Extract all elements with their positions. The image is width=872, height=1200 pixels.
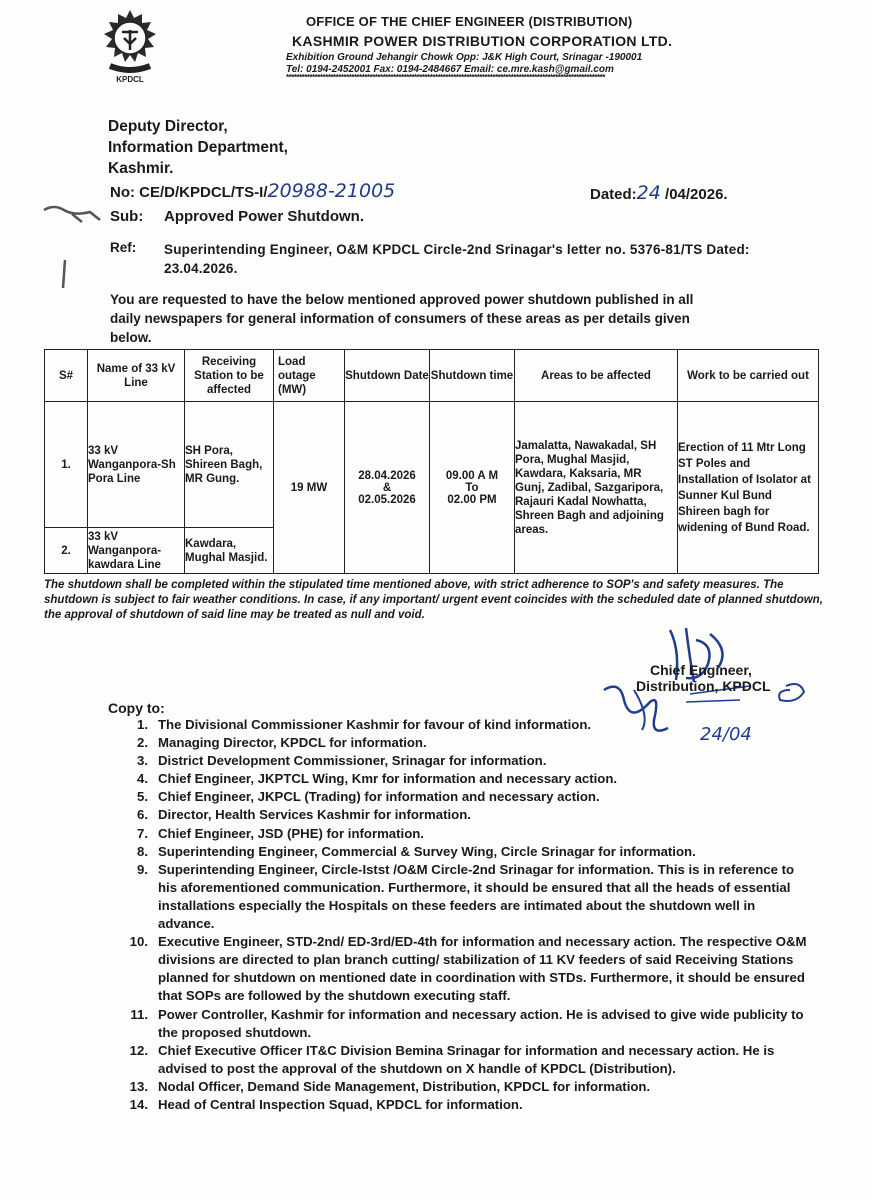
letter-date (590, 182, 728, 204)
signature-block (636, 662, 771, 694)
dated-day-handwritten: 24 (636, 182, 661, 204)
header-shutdown-date: Shutdown Date (345, 350, 430, 402)
table-header-row (45, 350, 819, 402)
kpdcl-logo-icon (100, 8, 160, 84)
row-station: SH Pora, Shireen Bagh, MR Gung. (185, 402, 274, 528)
letter-number-handwritten: 20988-21005 (267, 180, 396, 202)
row-station: Kawdara, Mughal Masjid. (185, 528, 274, 574)
dated-prefix: Dated: (590, 186, 637, 203)
pen-mark-icon (42, 202, 102, 224)
list-item: 13. Nodal Officer, Demand Side Management, Distribution, KPDCL for information. (129, 1078, 651, 1094)
list-item: 8. Superintending Engineer, Commercial & Survey Wing, Circle Srinagar for information. (137, 843, 696, 859)
letter-number-prefix: No: CE/D/KPDCL/TS-I/ (110, 184, 268, 201)
table-row (45, 402, 819, 528)
signatory-department: Distribution, KPDCL (636, 678, 771, 694)
subject-label: Sub: (110, 208, 144, 225)
signatory-title: Chief Engineer, (650, 662, 752, 678)
shutdown-time-2: 02.00 PM (447, 493, 497, 506)
addressee-line: Kashmir. (108, 160, 174, 177)
pen-mark-icon (60, 258, 68, 290)
letter-number (110, 180, 395, 202)
list-item: 1. The Divisional Commissioner Kashmir for favour of kind information. (137, 717, 592, 732)
header-line-name: Name of 33 kV Line (88, 350, 185, 402)
row-areas: Jamalatta, Nawakadal, SH Pora, Mughal Masjid, Kawdara, Kaksaria, MR Gunj, Zadibal, Sazgaripora, Rajauri Kadal Nowhatta, Shreen Bagh and adjoining areas. (515, 402, 678, 574)
list-item: 10. Executive Engineer, STD-2nd/ ED-3rd/ED-4th for information and necessary action. The respective O&M divisions are directed to plan branch cutting/ stabilization of 11 KV feeders of said Receiving Stations planned for shutdown on mentioned date in coordination with STDs. Furthermore, it should be ensured that SOPs are followed by the shutdown executing staff. (129, 934, 807, 1004)
office-address: Exhibition Ground Jehangir Chowk Opp: J&K High Court, Srinagar -190001 (286, 52, 643, 63)
header-work: Work to be carried out (678, 350, 819, 402)
subject-line (110, 208, 364, 225)
list-item: 4. Chief Engineer, JKPTCL Wing, Kmr for information and necessary action. (137, 771, 618, 787)
letterhead (240, 14, 720, 82)
copy-to-list (118, 716, 808, 1114)
addressee-block (108, 116, 288, 179)
header-load-outage: Load outage (MW) (274, 350, 345, 402)
reference-label: Ref: (110, 240, 137, 255)
shutdown-time-sep: To (465, 481, 479, 494)
row-shutdown-date (345, 402, 430, 574)
row-line-name: 33 kV Wanganpora-kawdara Line (88, 528, 185, 574)
organization-name: KASHMIR POWER DISTRIBUTION CORPORATION LTD. (292, 33, 673, 49)
addressee-line: Deputy Director, (108, 118, 228, 135)
office-contact: Tel: 0194-2452001 Fax: 0194-2484667 Email: ce.mre.kash@gmail.com (286, 64, 614, 75)
list-item: 6. Director, Health Services Kashmir for information. (137, 807, 471, 823)
shutdown-date-2: 02.05.2026 (358, 493, 416, 506)
shutdown-note: The shutdown shall be completed within the stipulated time mentioned above, with strict adherence to SOP's and safety measures. The shutdown is subject to fair weather conditions. In case, if any important/ urgent event coincides with the scheduled date of planned shutdown, the approval of shutdown of said line may be treated as null and void. (44, 579, 823, 621)
reference-line (110, 240, 800, 278)
header-divider: ************************************************************************************************************************** (286, 73, 605, 82)
office-title: OFFICE OF THE CHIEF ENGINEER (DISTRIBUTION) (306, 14, 633, 29)
header-receiving-station: Receiving Station to be affected (185, 350, 274, 402)
intro-paragraph: You are requested to have the below mentioned approved power shutdown published in all daily newspapers for general information of consumers of these areas as per details given below. (110, 292, 694, 345)
subject-text: Approved Power Shutdown. (164, 208, 365, 225)
list-item: 7. Chief Engineer, JSD (PHE) for information. (137, 825, 424, 841)
list-item: 3. District Development Commissioner, Srinagar for information. (137, 753, 547, 769)
header-shutdown-time: Shutdown time (430, 350, 515, 402)
logo-wordmark: KPDCL (116, 75, 144, 84)
row-shutdown-time (430, 402, 515, 574)
shutdown-table (44, 349, 819, 574)
header-sno: S# (45, 350, 88, 402)
header-areas: Areas to be affected (515, 350, 678, 402)
copy-to-heading: Copy to: (108, 700, 165, 716)
list-item: 11. Power Controller, Kashmir for information and necessary action. He is advised to give wide publicity to the proposed shutdown. (130, 1006, 804, 1040)
row-line-name: 33 kV Wanganpora-Sh Pora Line (88, 402, 185, 528)
dated-suffix: /04/2026. (660, 186, 728, 203)
shutdown-date-sep: & (382, 481, 392, 494)
list-item: 12. Chief Executive Officer IT&C Division Bemina Srinagar for information and necessary action. He is advised to post the approval of the shutdown on X handle of KPDCL (Distribution). (129, 1042, 775, 1076)
list-item: 2. Managing Director, KPDCL for information. (137, 735, 427, 751)
shutdown-date-1: 28.04.2026 (358, 469, 416, 482)
shutdown-time-1: 09.00 A M (445, 469, 499, 482)
row-work: Erection of 11 Mtr Long ST Poles and Installation of Isolator at Sunner Kul Bund Shireen bagh for widening of Bund Road. (678, 402, 819, 574)
list-item: 14. Head of Central Inspection Squad, KPDCL for information. (129, 1096, 523, 1112)
reference-text: Superintending Engineer, O&M KPDCL Circle-2nd Srinagar's letter no. 5376-81/TS Dated: 23.04.2026. (164, 242, 750, 276)
list-item: 9. Superintending Engineer, Circle-Istst /O&M Circle-2nd Srinagar for information. This is in reference to his aforementioned communication. Furthermore, it should be ensured that all the heads of essential installations especially the Hospitals on these feeders are intimated about the shutdown well in advance. (137, 861, 795, 932)
list-item: 5. Chief Engineer, JKPCL (Trading) for information and necessary action. (137, 789, 600, 805)
addressee-line: Information Department, (108, 139, 288, 156)
row-load: 19 MW (274, 402, 345, 574)
signature-date-handwritten: 24/04 (700, 724, 752, 745)
row-sno: 2. (45, 528, 88, 574)
row-sno: 1. (45, 402, 88, 528)
